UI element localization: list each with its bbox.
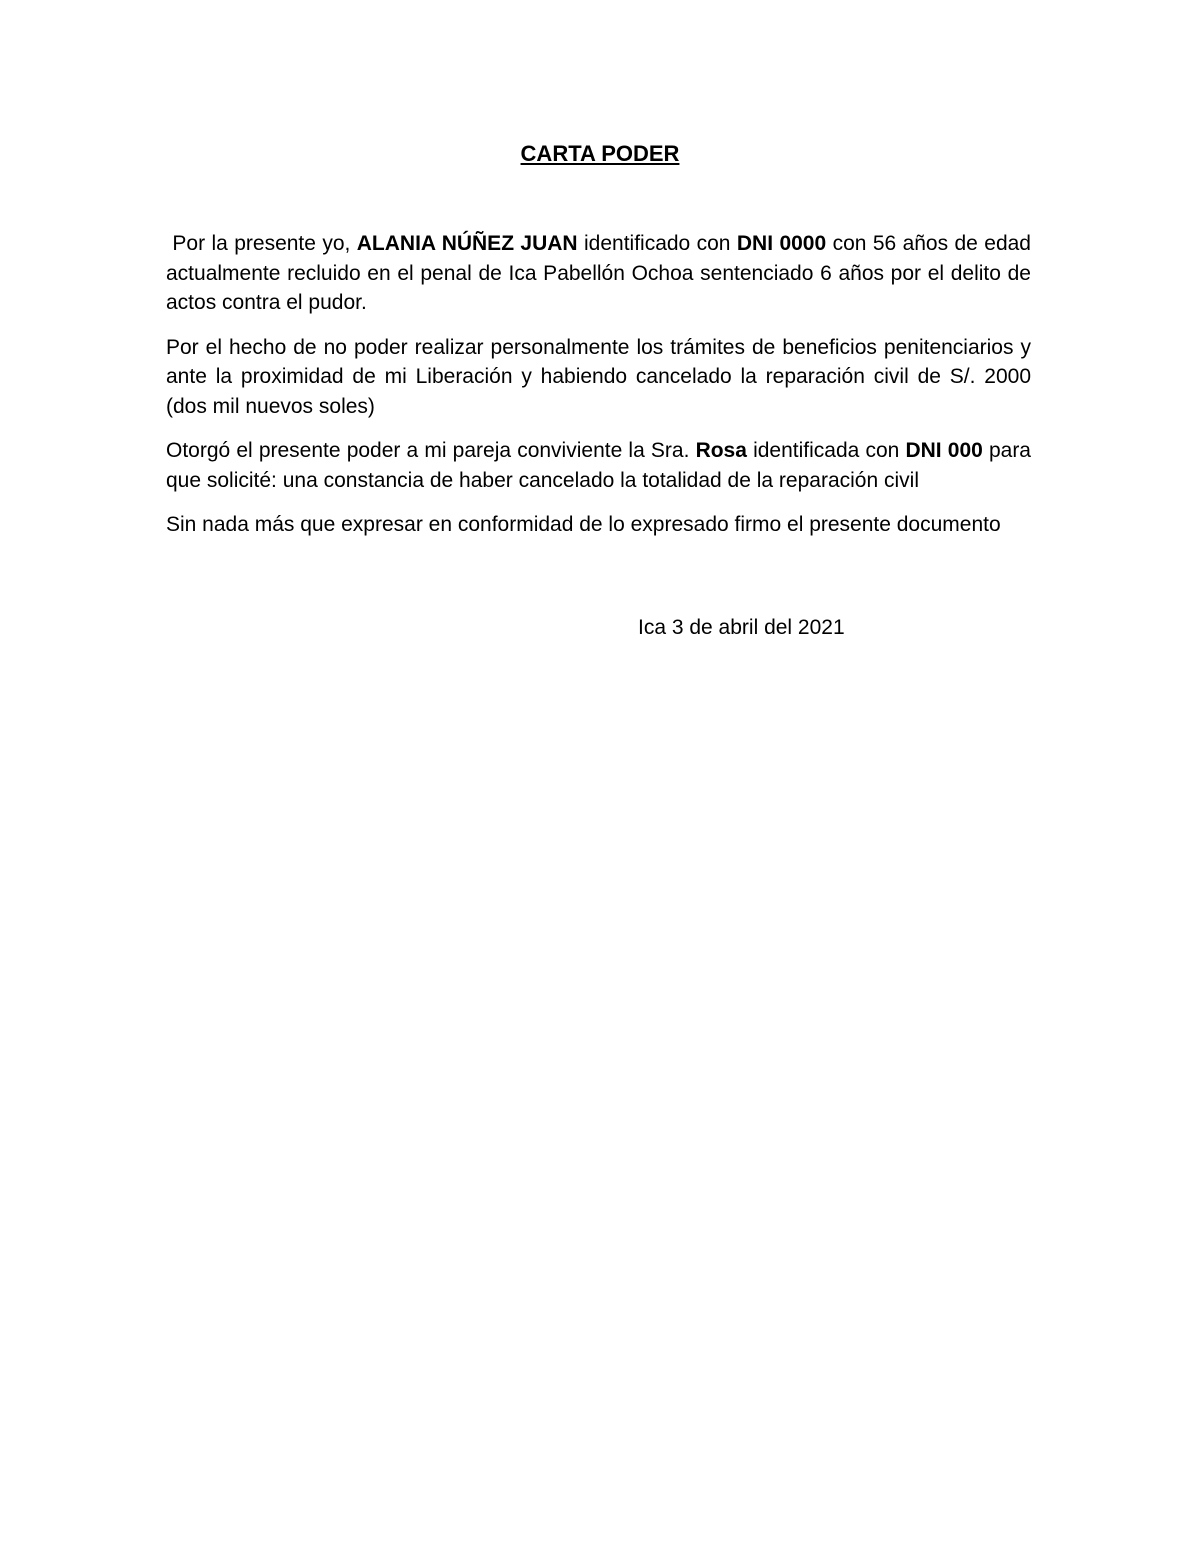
grant-text-1: Otorgó el presente poder a mi pareja conviviente la Sra. — [166, 439, 696, 462]
intro-text-1: identificado con — [577, 232, 737, 255]
paragraph-closing: Sin nada más que expresar en conformidad de lo expresado firmo el presente documento — [166, 513, 1001, 536]
paragraph-grant — [166, 436, 1031, 495]
grant-text-2: identificada con — [746, 439, 906, 462]
agent-name: Rosa — [695, 439, 747, 462]
document-title: CARTA PODER — [520, 141, 680, 166]
grantor-dni: DNI 0000 — [736, 232, 827, 255]
grantor-name: ALANIA NÚÑEZ JUAN — [356, 232, 578, 255]
intro-text-2: con 56 años de edad actualmente recluido en el penal de Ica Pabellón Ochoa sentenciado 6 años por el delito de actos contra el pudor. — [166, 232, 1031, 314]
intro-lead-text: Por la presente yo, — [166, 232, 357, 255]
paragraph-intro — [166, 229, 1031, 318]
document-date: Ica 3 de abril del 2021 — [638, 616, 845, 639]
paragraph-reason: Por el hecho de no poder realizar personalmente los trámites de beneficios penitenciarios y ante la proximidad de mi Liberación y habiendo cancelado la reparación civil de S/. 2000 (dos mil nuevos soles) — [166, 335, 1031, 418]
agent-dni: DNI 000 — [905, 439, 983, 462]
document-body — [166, 229, 1031, 555]
grant-text-3: para que solicité: una constancia de haber cancelado la totalidad de la reparación civil — [166, 439, 1031, 492]
